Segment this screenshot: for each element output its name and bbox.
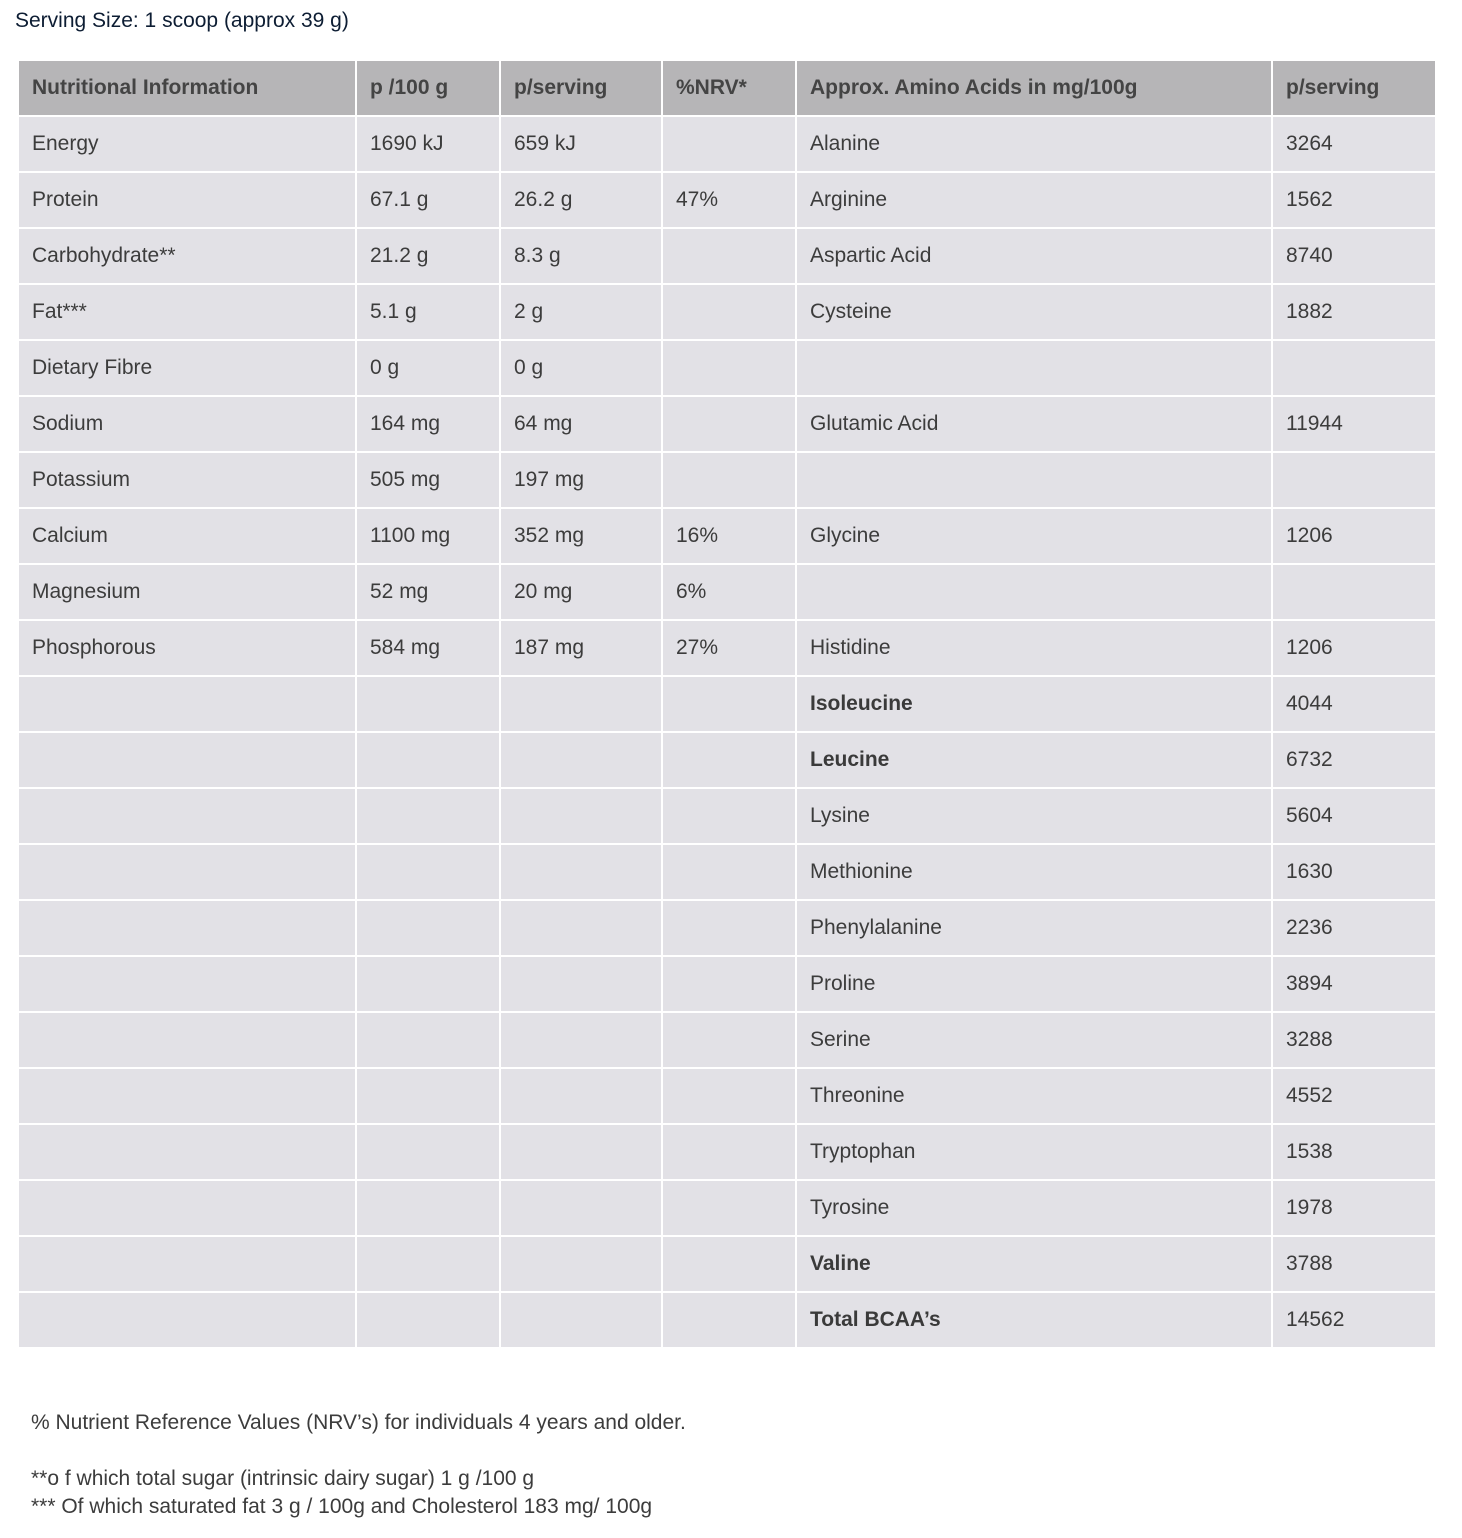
cell-nutrient: [18, 844, 356, 900]
cell-nrv: [662, 228, 796, 284]
cell-per-100g: 1100 mg: [356, 508, 500, 564]
cell-per-serving: 0 g: [500, 340, 662, 396]
cell-nutrient: [18, 1292, 356, 1348]
cell-amino-value: 1206: [1272, 508, 1436, 564]
sugar-footnote: **o f which total sugar (intrinsic dairy sugar) 1 g /100 g: [31, 1467, 535, 1490]
cell-amino-value: 3264: [1272, 116, 1436, 172]
cell-nrv: [662, 1068, 796, 1124]
cell-amino-acid: Phenylalanine: [796, 900, 1272, 956]
cell-amino-acid: [796, 452, 1272, 508]
cell-nrv: [662, 900, 796, 956]
cell-amino-acid: Cysteine: [796, 284, 1272, 340]
cell-per-serving: [500, 844, 662, 900]
cell-per-100g: 21.2 g: [356, 228, 500, 284]
cell-amino-value: 1206: [1272, 620, 1436, 676]
cell-per-100g: [356, 1180, 500, 1236]
cell-nutrient: [18, 1180, 356, 1236]
table-row: [18, 1124, 1436, 1180]
fat-footnote: *** Of which saturated fat 3 g / 100g and Cholesterol 183 mg/ 100g: [31, 1495, 653, 1518]
cell-nutrient: [18, 676, 356, 732]
cell-nutrient: [18, 1236, 356, 1292]
table-row: [18, 1068, 1436, 1124]
header-amino-acids: Approx. Amino Acids in mg/100g: [796, 60, 1272, 116]
cell-nutrient: [18, 1012, 356, 1068]
table-row: [18, 1012, 1436, 1068]
cell-per-serving: 8.3 g: [500, 228, 662, 284]
cell-per-100g: [356, 900, 500, 956]
cell-amino-acid: Alanine: [796, 116, 1272, 172]
cell-amino-value: 1538: [1272, 1124, 1436, 1180]
cell-nutrient: Sodium: [18, 396, 356, 452]
cell-nutrient: Potassium: [18, 452, 356, 508]
table-row: [18, 956, 1436, 1012]
cell-per-100g: [356, 1068, 500, 1124]
cell-nrv: [662, 1012, 796, 1068]
header-nrv: %NRV*: [662, 60, 796, 116]
cell-nrv: [662, 452, 796, 508]
cell-per-100g: [356, 956, 500, 1012]
table-row: [18, 396, 1436, 452]
cell-nutrient: Energy: [18, 116, 356, 172]
cell-amino-value: 3288: [1272, 1012, 1436, 1068]
cell-amino-value: 4044: [1272, 676, 1436, 732]
table-row: [18, 1292, 1436, 1348]
cell-nrv: [662, 1236, 796, 1292]
cell-amino-acid: Isoleucine: [796, 676, 1272, 732]
cell-nutrient: Fat***: [18, 284, 356, 340]
serving-size: Serving Size: 1 scoop (approx 39 g): [15, 9, 349, 32]
cell-amino-value: 1882: [1272, 284, 1436, 340]
table-row: [18, 1236, 1436, 1292]
cell-per-serving: [500, 732, 662, 788]
cell-nrv: [662, 844, 796, 900]
cell-amino-acid: Tyrosine: [796, 1180, 1272, 1236]
cell-amino-acid: Valine: [796, 1236, 1272, 1292]
table-row: [18, 116, 1436, 172]
cell-amino-value: 1978: [1272, 1180, 1436, 1236]
cell-amino-value: 11944: [1272, 396, 1436, 452]
cell-per-100g: 505 mg: [356, 452, 500, 508]
table-row: [18, 620, 1436, 676]
cell-amino-value: 3894: [1272, 956, 1436, 1012]
table-row: [18, 508, 1436, 564]
cell-nrv: 47%: [662, 172, 796, 228]
cell-per-serving: 20 mg: [500, 564, 662, 620]
cell-per-serving: [500, 1180, 662, 1236]
cell-nrv: [662, 732, 796, 788]
cell-per-serving: 187 mg: [500, 620, 662, 676]
table-row: [18, 1180, 1436, 1236]
cell-nrv: [662, 676, 796, 732]
cell-nutrient: Phosphorous: [18, 620, 356, 676]
header-per-serving: p/serving: [500, 60, 662, 116]
table-row: [18, 284, 1436, 340]
cell-per-serving: 26.2 g: [500, 172, 662, 228]
cell-per-serving: 659 kJ: [500, 116, 662, 172]
cell-nutrient: Dietary Fibre: [18, 340, 356, 396]
cell-per-100g: 5.1 g: [356, 284, 500, 340]
cell-amino-acid: Arginine: [796, 172, 1272, 228]
cell-per-100g: [356, 844, 500, 900]
cell-per-100g: 0 g: [356, 340, 500, 396]
cell-amino-value: 2236: [1272, 900, 1436, 956]
cell-amino-acid: Threonine: [796, 1068, 1272, 1124]
cell-nutrient: [18, 1124, 356, 1180]
table-row: [18, 172, 1436, 228]
cell-amino-acid: Glycine: [796, 508, 1272, 564]
cell-amino-acid: Leucine: [796, 732, 1272, 788]
cell-per-serving: [500, 900, 662, 956]
cell-nrv: 27%: [662, 620, 796, 676]
cell-per-serving: [500, 956, 662, 1012]
table-row: [18, 452, 1436, 508]
cell-per-serving: 2 g: [500, 284, 662, 340]
cell-per-100g: [356, 788, 500, 844]
cell-per-serving: [500, 676, 662, 732]
cell-amino-acid: Methionine: [796, 844, 1272, 900]
cell-amino-value: [1272, 564, 1436, 620]
table-row: [18, 788, 1436, 844]
cell-amino-value: 6732: [1272, 732, 1436, 788]
cell-nutrient: [18, 732, 356, 788]
cell-amino-value: 4552: [1272, 1068, 1436, 1124]
table-header-row: [18, 60, 1436, 116]
cell-amino-value: 14562: [1272, 1292, 1436, 1348]
table-row: [18, 228, 1436, 284]
cell-amino-acid: [796, 564, 1272, 620]
cell-nrv: [662, 116, 796, 172]
cell-per-100g: [356, 1012, 500, 1068]
table-row: [18, 844, 1436, 900]
cell-nrv: [662, 788, 796, 844]
cell-nutrient: [18, 956, 356, 1012]
cell-per-100g: [356, 1124, 500, 1180]
nrv-footnote: % Nutrient Reference Values (NRV’s) for individuals 4 years and older.: [31, 1411, 686, 1434]
cell-amino-acid: [796, 340, 1272, 396]
cell-nutrient: [18, 788, 356, 844]
cell-per-100g: 164 mg: [356, 396, 500, 452]
cell-amino-acid: Proline: [796, 956, 1272, 1012]
cell-per-100g: [356, 1236, 500, 1292]
cell-nrv: [662, 956, 796, 1012]
cell-amino-value: 1562: [1272, 172, 1436, 228]
cell-nutrient: [18, 900, 356, 956]
cell-nutrient: [18, 1068, 356, 1124]
cell-nrv: [662, 1292, 796, 1348]
cell-amino-acid: Glutamic Acid: [796, 396, 1272, 452]
cell-per-100g: [356, 676, 500, 732]
header-per-100g: p /100 g: [356, 60, 500, 116]
cell-nrv: [662, 1180, 796, 1236]
cell-nutrient: Carbohydrate**: [18, 228, 356, 284]
cell-per-serving: [500, 1068, 662, 1124]
cell-nutrient: Calcium: [18, 508, 356, 564]
cell-amino-value: 3788: [1272, 1236, 1436, 1292]
nutrition-table: [17, 59, 1437, 1349]
cell-nrv: [662, 340, 796, 396]
cell-per-serving: 197 mg: [500, 452, 662, 508]
header-amino-per-serving: p/serving: [1272, 60, 1436, 116]
cell-per-100g: 584 mg: [356, 620, 500, 676]
cell-per-100g: 67.1 g: [356, 172, 500, 228]
cell-nrv: [662, 284, 796, 340]
cell-per-serving: [500, 1012, 662, 1068]
cell-per-100g: 1690 kJ: [356, 116, 500, 172]
footnotes: [31, 1409, 686, 1521]
cell-amino-acid: Aspartic Acid: [796, 228, 1272, 284]
table-row: [18, 564, 1436, 620]
cell-nrv: [662, 1124, 796, 1180]
cell-amino-acid: Serine: [796, 1012, 1272, 1068]
cell-per-100g: [356, 1292, 500, 1348]
cell-amino-acid: Tryptophan: [796, 1124, 1272, 1180]
cell-per-100g: 52 mg: [356, 564, 500, 620]
table-body: [18, 116, 1436, 1348]
cell-amino-acid: Total BCAA’s: [796, 1292, 1272, 1348]
cell-per-serving: [500, 1124, 662, 1180]
table-row: [18, 676, 1436, 732]
header-nutritional-information: Nutritional Information: [18, 60, 356, 116]
cell-amino-value: 8740: [1272, 228, 1436, 284]
cell-per-serving: [500, 1292, 662, 1348]
cell-amino-value: [1272, 340, 1436, 396]
cell-per-serving: 64 mg: [500, 396, 662, 452]
cell-nrv: 6%: [662, 564, 796, 620]
cell-per-serving: 352 mg: [500, 508, 662, 564]
cell-per-100g: [356, 732, 500, 788]
cell-per-serving: [500, 788, 662, 844]
cell-amino-value: 1630: [1272, 844, 1436, 900]
table-row: [18, 900, 1436, 956]
cell-amino-acid: Histidine: [796, 620, 1272, 676]
cell-nrv: 16%: [662, 508, 796, 564]
cell-per-serving: [500, 1236, 662, 1292]
cell-nrv: [662, 396, 796, 452]
cell-amino-acid: Lysine: [796, 788, 1272, 844]
cell-nutrient: Protein: [18, 172, 356, 228]
cell-nutrient: Magnesium: [18, 564, 356, 620]
cell-amino-value: [1272, 452, 1436, 508]
table-row: [18, 732, 1436, 788]
table-row: [18, 340, 1436, 396]
cell-amino-value: 5604: [1272, 788, 1436, 844]
